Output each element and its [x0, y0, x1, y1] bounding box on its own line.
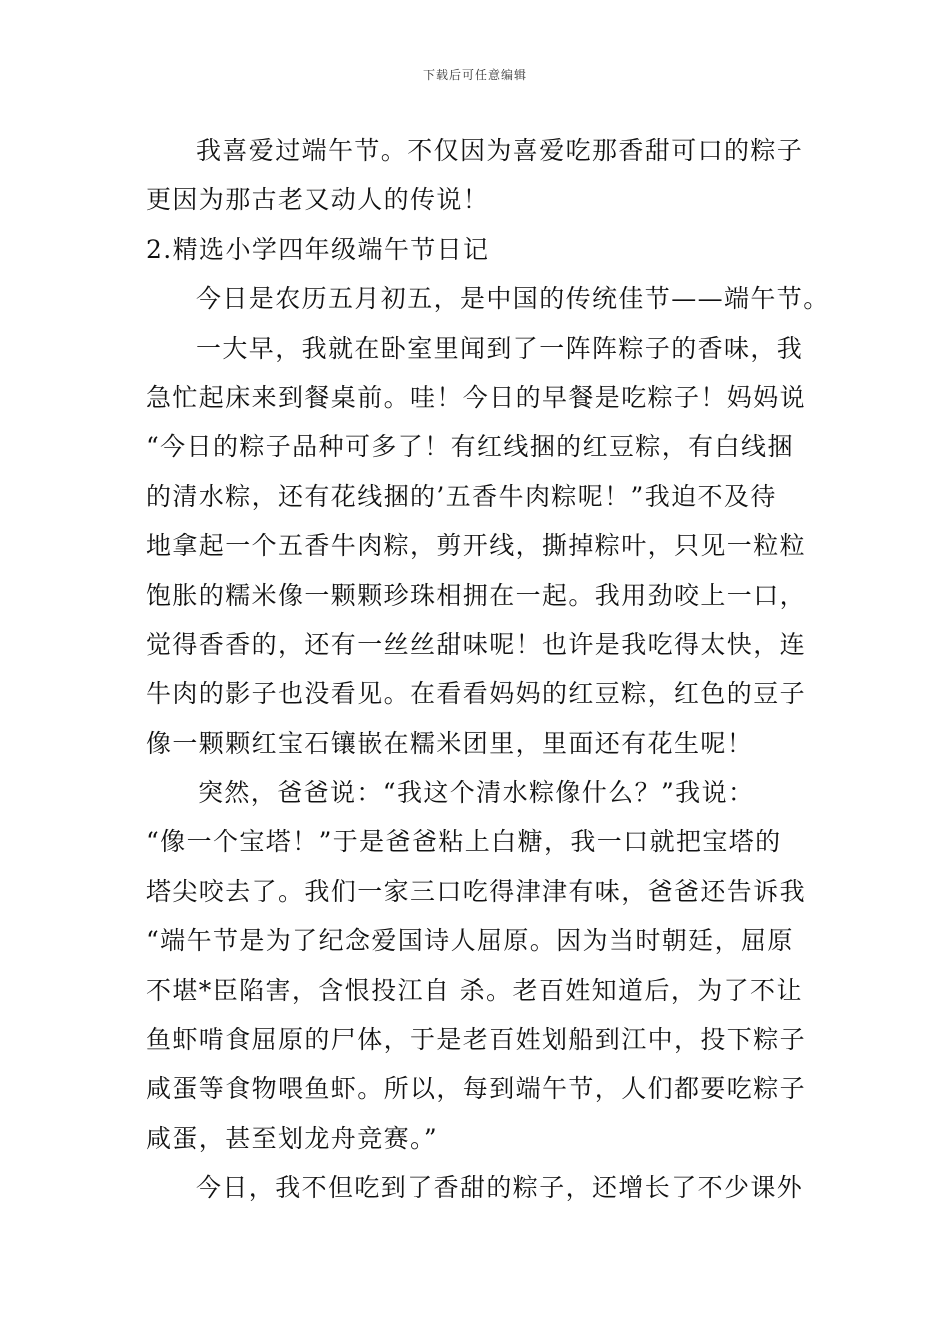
- text-line: “今日的粽子品种可多了！有红线捆的红豆粽，有白线捆: [146, 432, 794, 462]
- text-line: “像一个宝塔！”于是爸爸粘上白糖，我一口就把宝塔的: [146, 827, 782, 857]
- text-line: 咸蛋，甚至划龙舟竞赛。”: [146, 1123, 439, 1153]
- text-line: 不堪*臣陷害，含恨投江自 杀。老百姓知道后，为了不让: [146, 975, 803, 1005]
- text-line: 我喜爱过端午节。不仅因为喜爱吃那香甜可口的粽子: [196, 136, 804, 165]
- text-line: 一大早，我就在卧室里闻到了一阵阵粽子的香味，我: [196, 333, 804, 363]
- text-line: 突然，爸爸说：“我这个清水粽像什么？”我说：: [198, 778, 755, 808]
- text-line: 牛肉的影子也没看见。在看看妈妈的红豆粽，红色的豆子: [146, 679, 807, 709]
- text-line: 像一颗颗红宝石镶嵌在糯米团里，里面还有花生呢！: [146, 728, 754, 758]
- text-line: 咸蛋等食物喂鱼虾。所以，每到端午节，人们都要吃粽子: [146, 1074, 807, 1104]
- page-header-note: 下载后可任意编辑: [422, 68, 527, 82]
- text-line: 鱼虾啃食屈原的尸体，于是老百姓划船到江中，投下粽子: [146, 1025, 807, 1055]
- text-line: 饱胀的糯米像一颗颗珍珠相拥在一起。我用劲咬上一口，: [146, 580, 807, 610]
- text-line: 地拿起一个五香牛肉粽，剪开线，撕掉粽叶，只见一粒粒: [146, 531, 807, 561]
- text-line: 觉得香香的，还有一丝丝甜味呢！也许是我吃得太快，连: [146, 629, 807, 659]
- text-line: 今日是农历五月初五，是中国的传统佳节——端午节。: [196, 284, 830, 314]
- text-line: 塔尖咬去了。我们一家三口吃得津津有味，爸爸还告诉我: [146, 876, 807, 906]
- text-line: “端午节是为了纪念爱国诗人屈原。因为当时朝廷，屈原: [146, 926, 794, 956]
- text-line: 更因为那古老又动人的传说！: [146, 185, 490, 215]
- section-heading: 2.精选小学四年级端午节日记: [146, 234, 490, 264]
- text-line: 急忙起床来到餐桌前。哇！今日的早餐是吃粽子！妈妈说: [146, 382, 807, 412]
- text-line: 今日，我不但吃到了香甜的粽子，还增长了不少课外: [196, 1173, 804, 1203]
- text-line: 的清水粽，还有花线捆的’五香牛肉粽呢！”我迫不及待: [146, 481, 777, 511]
- document-body: [146, 126, 830, 1213]
